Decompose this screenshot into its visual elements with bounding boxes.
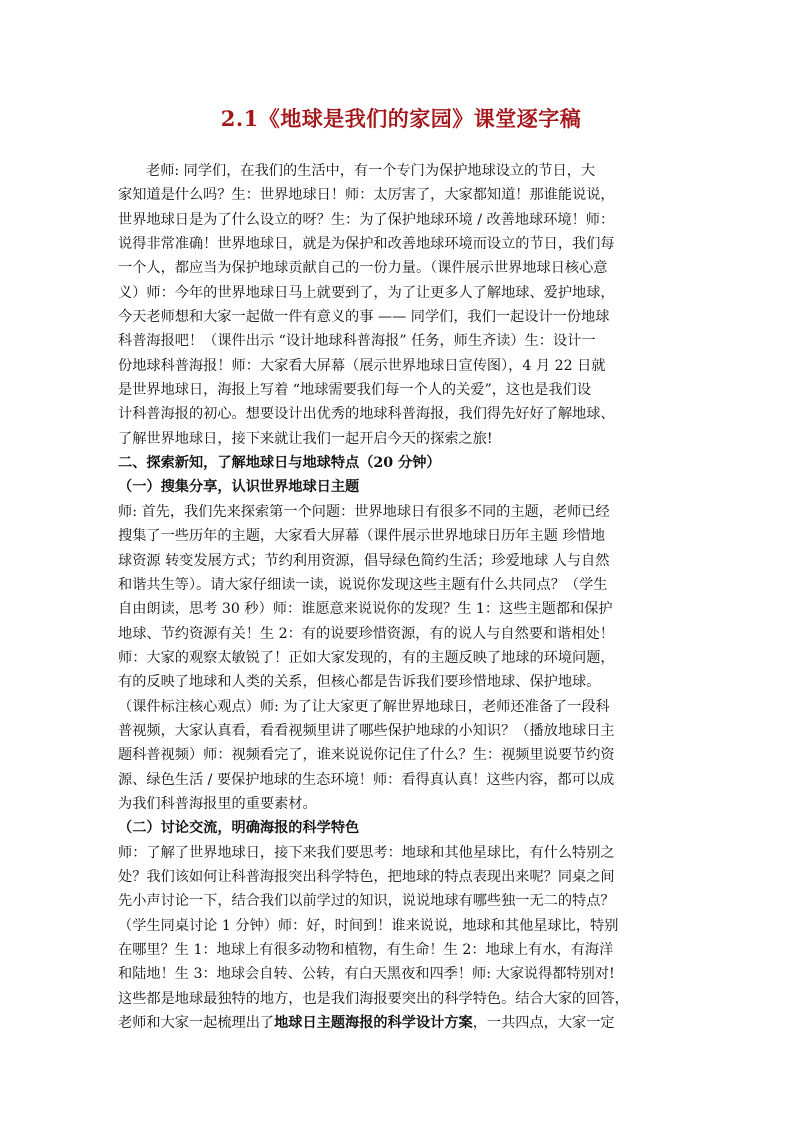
paragraph-line: 球资源 转变发展方式；节约利用资源，倡导绿色简约生活；珍爱地球 人与自然 xyxy=(118,552,610,569)
paragraph-line: 师: 首先，我们先来探索第一个问题：世界地球日有很多不同的主题，老师已经 xyxy=(118,503,610,520)
paragraph-line: （学生同桌讨论 1 分钟）师：好，时间到！谁来说说，地球和其他星球比，特别 xyxy=(118,917,619,934)
paragraph-line: 家知道是什么吗？生：世界地球日！师：太厉害了，大家都知道！那谁能说说， xyxy=(118,187,615,204)
paragraph-line: 义）师：今年的世界地球日马上就要到了，为了让更多人了解地球、爱护地球， xyxy=(118,284,615,301)
document-title: 2.1《地球是我们的家园》课堂逐字稿 xyxy=(220,106,582,131)
subsection-heading: （二）讨论交流，明确海报的科学特色 xyxy=(118,820,360,837)
paragraph-line: 处？我们该如何让科普海报突出科学特色，把地球的特点表现出来呢？同桌之间 xyxy=(118,868,615,885)
section-heading: 二、探索新知，了解地球日与地球特点（20 分钟） xyxy=(118,455,441,472)
subsection-heading: （一）搜集分享，认识世界地球日主题 xyxy=(118,479,360,496)
bold-phrase: 地球日主题海报的科学设计方案 xyxy=(274,1015,473,1032)
paragraph-line: 和陆地！生 3：地球会自转、公转，有白天黑夜和四季！师: 大家说得都特别对! xyxy=(118,966,615,983)
paragraph-line: 在哪里？生 1：地球上有很多动物和植物，有生命！生 2：地球上有水，有海洋 xyxy=(118,942,614,958)
paragraph-line: 是世界地球日，海报上写着 “地球需要我们每一个人的关爱”，这也是我们设 xyxy=(118,382,592,399)
paragraph-line: 源、绿色生活 / 要保护地球的生态环境！师：看得真认真！这些内容，都可以成 xyxy=(118,771,615,788)
paragraph-line: 和谐共生等）。请大家仔细读一读，说说你发现这些主题有什么共同点？（学生 xyxy=(118,576,608,593)
paragraph-line: 师：大家的观察太敏锐了！正如大家发现的，有的主题反映了地球的环境问题， xyxy=(118,649,615,666)
paragraph-line: 题科普视频）师：视频看完了，谁来说说你记住了什么？生：视频里说要节约资 xyxy=(118,747,615,764)
paragraph-line: 科普海报吧！（课件出示 “设计地球科普海报” 任务，师生齐读）生：设计一 xyxy=(118,333,596,350)
paragraph-line xyxy=(118,1011,684,1035)
paragraph-line: 有的反映了地球和人类的关系，但核心都是告诉我们要珍惜地球、保护地球。 xyxy=(118,674,601,691)
paragraph-line: 师：了解了世界地球日，接下来我们要思考：地球和其他星球比，有什么特别之 xyxy=(118,844,615,861)
document-body xyxy=(118,159,684,1035)
paragraph-line: （课件标注核心观点）师: 为了让大家更了解世界地球日，老师还准备了一段科 xyxy=(118,698,610,715)
text-run: 老师和大家一起梳理出了 xyxy=(118,1015,275,1032)
paragraph-line: 搜集了一些历年的主题，大家看大屏幕（课件展示世界地球日历年主题 珍惜地 xyxy=(118,528,605,545)
paragraph-line: 份地球科普海报！师：大家看大屏幕（展示世界地球日宣传图），4 月 22 日就 xyxy=(118,357,606,374)
paragraph-line: 世界地球日是为了什么设立的呀？生：为了保护地球环境 / 改善地球环境！师： xyxy=(118,211,615,228)
paragraph-line: 今天老师想和大家一起做一件有意义的事 —— 同学们，我们一起设计一份地球 xyxy=(118,309,610,326)
paragraph-line: 计科普海报的初心。想要设计出优秀的地球科普海报，我们得先好好了解地球、 xyxy=(118,406,615,423)
paragraph-line: 地球、节约资源有关！生 2：有的说要珍惜资源，有的说人与自然要和谐相处！ xyxy=(118,625,614,642)
paragraph-line: 普视频，大家认真看，看看视频里讲了哪些保护地球的小知识？（播放地球日主 xyxy=(118,722,615,739)
paragraph-line: 为我们科普海报里的重要素材。 xyxy=(118,795,317,812)
paragraph-line: 一个人，都应当为保护地球贡献自己的一份力量。（课件展示世界地球日核心意 xyxy=(118,260,608,277)
paragraph-line: 说得非常准确！世界地球日，就是为保护和改善地球环境而设立的节日，我们每 xyxy=(118,236,615,253)
paragraph-line: 了解世界地球日，接下来就让我们一起开启今天的探索之旅! xyxy=(118,430,493,447)
text-run: ，一共四点，大家一定 xyxy=(472,1015,615,1032)
paragraph-line: 自由朗读，思考 30 秒）师：谁愿意来说说你的发现？生 1：这些主题都和保护 xyxy=(118,601,613,618)
paragraph-line: 老师: 同学们，在我们的生活中，有一个专门为保护地球设立的节日，大 xyxy=(146,163,596,179)
paragraph-line: 这些都是地球最独特的地方，也是我们海报要突出的科学特色。结合大家的回答， xyxy=(118,990,629,1007)
paragraph-line: 先小声讨论一下，结合我们以前学过的知识，说说地球有哪些独一无二的特点？ xyxy=(118,893,615,910)
